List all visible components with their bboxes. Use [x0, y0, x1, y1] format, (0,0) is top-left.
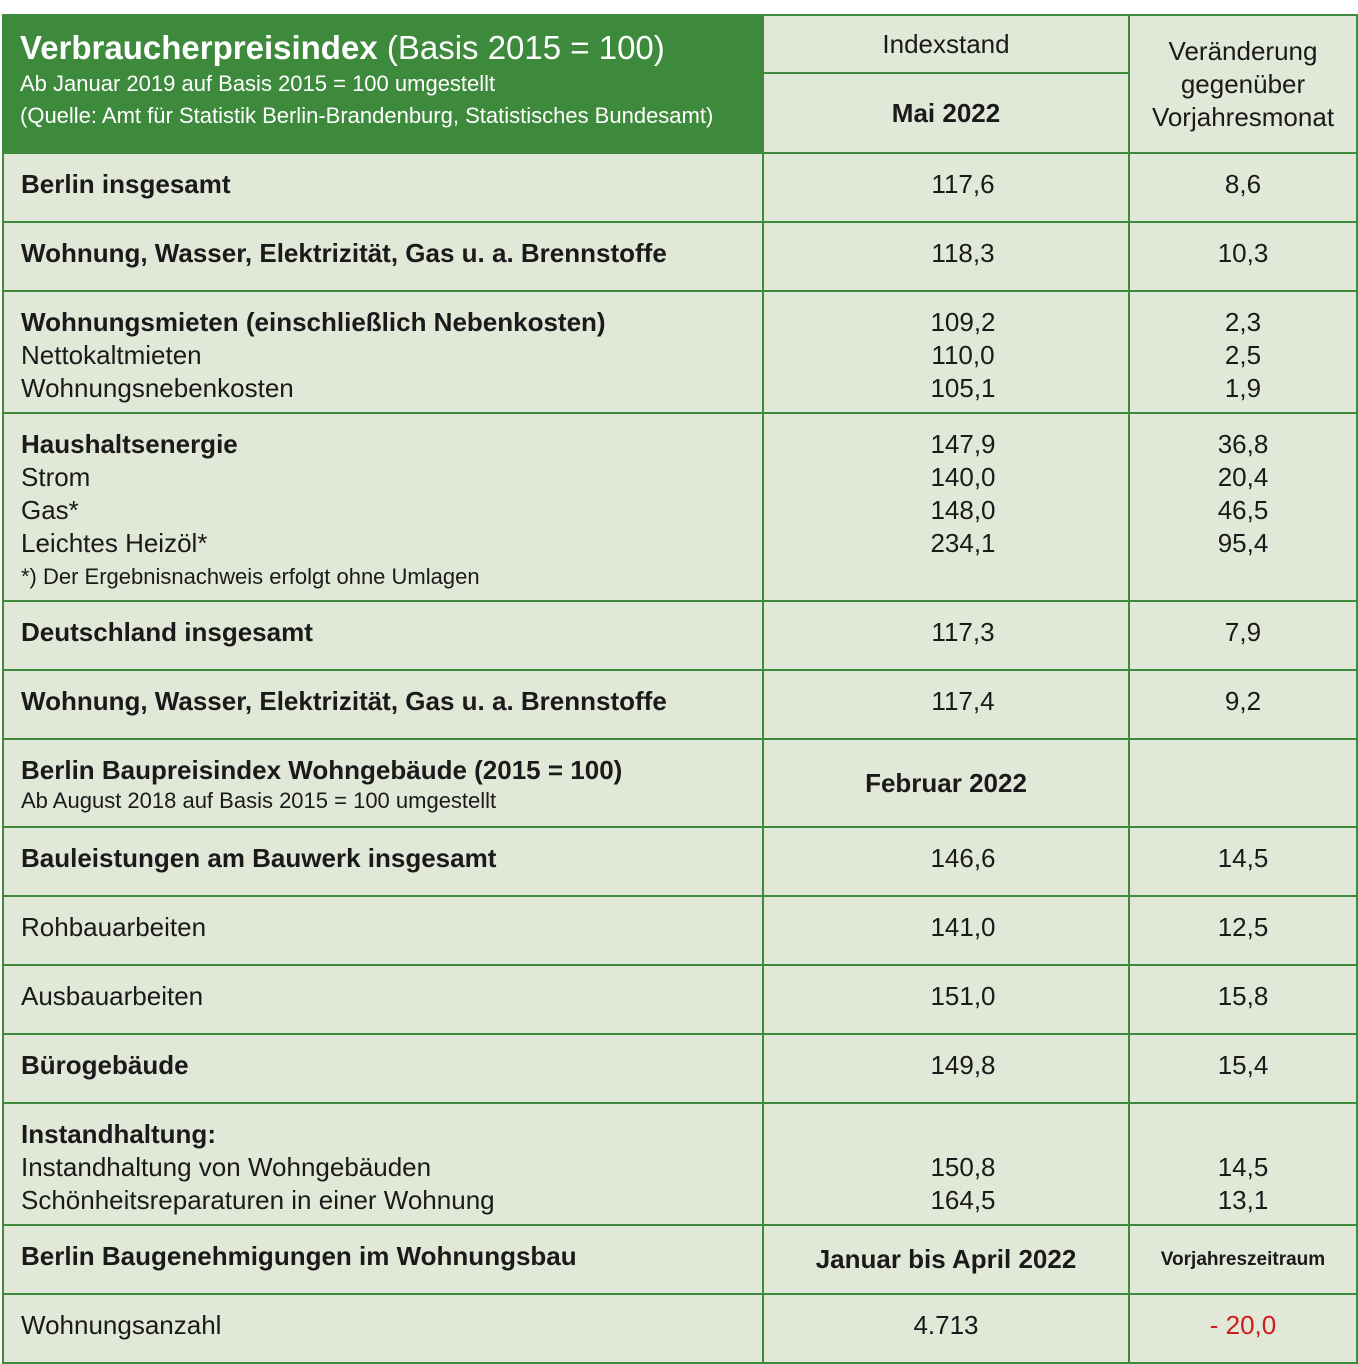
row-change-cell	[1129, 670, 1357, 739]
row-index: 109,2	[930, 307, 996, 337]
row-change: 8,6	[1224, 169, 1262, 199]
price-index-table	[2, 14, 1358, 1364]
row-change-negative: - 20,0	[1209, 1310, 1277, 1340]
row-change: 7,9	[1224, 617, 1262, 647]
row-change-cell	[1129, 153, 1357, 222]
row-value: 4.713	[913, 1310, 979, 1340]
row-label: Wohnungsanzahl	[3, 1294, 763, 1363]
row-sub-label: Gas*	[21, 495, 79, 525]
table-title-cell	[3, 15, 763, 153]
row-change-cell	[1129, 1034, 1357, 1103]
empty-cell	[1129, 739, 1357, 827]
table-row	[3, 827, 1357, 896]
column-header-index: Indexstand	[763, 15, 1129, 73]
table-row-group	[3, 413, 1357, 601]
row-index-cell	[763, 291, 1129, 413]
table-row	[3, 670, 1357, 739]
row-index: 141,0	[930, 912, 996, 942]
row-label: Haushaltsenergie	[21, 429, 238, 459]
row-index-cell	[763, 670, 1129, 739]
footnote: *) Der Ergebnisnachweis erfolgt ohne Umlagen	[21, 564, 480, 589]
change-header-line-1: Veränderung	[1168, 35, 1318, 66]
row-change-cell	[1129, 1103, 1357, 1225]
row-index-cell	[763, 601, 1129, 670]
row-change: 9,2	[1224, 686, 1262, 716]
row-index-cell	[763, 413, 1129, 601]
section-header-row	[3, 739, 1357, 827]
change-header-line-3: Vorjahresmonat	[1151, 101, 1335, 132]
row-change: 36,8	[1217, 429, 1269, 459]
row-index-cell	[763, 1103, 1129, 1225]
table-row	[3, 965, 1357, 1034]
table-subtitle-1: Ab Januar 2019 auf Basis 2015 = 100 umgestellt	[20, 71, 496, 96]
row-sub-label: Leichtes Heizöl*	[21, 528, 208, 558]
row-index-cell	[763, 965, 1129, 1034]
row-index-cell	[763, 153, 1129, 222]
row-sub-index: 150,8	[930, 1152, 996, 1182]
section-period: Februar 2022	[763, 739, 1129, 827]
row-sub-change: 95,4	[1217, 528, 1269, 558]
column-header-period: Mai 2022	[763, 73, 1129, 153]
row-change-cell	[1129, 601, 1357, 670]
table-subtitle-2: (Quelle: Amt für Statistik Berlin-Brandenburg, Statistisches Bundesamt)	[20, 103, 714, 128]
title-bold: Verbraucherpreisindex	[20, 29, 378, 66]
row-change-cell	[1129, 965, 1357, 1034]
change-header-line-2: gegenüber	[1180, 68, 1306, 99]
table-row	[3, 896, 1357, 965]
row-label: Bauleistungen am Bauwerk insgesamt	[3, 827, 763, 896]
row-change: 2,3	[1224, 307, 1262, 337]
row-index-cell	[763, 896, 1129, 965]
row-sub-index: 105,1	[930, 373, 996, 403]
row-sub-index: 148,0	[930, 495, 996, 525]
section-compare: Vorjahreszeitraum	[1129, 1225, 1357, 1294]
row-index: 117,6	[931, 169, 995, 199]
row-sub-index: 110,0	[931, 340, 995, 370]
row-label: Wohnung, Wasser, Elektrizität, Gas u. a. Brennstoffe	[3, 222, 763, 291]
row-sub-label: Schönheitsreparaturen in einer Wohnung	[21, 1185, 495, 1215]
row-label: Bürogebäude	[3, 1034, 763, 1103]
row-index: 147,9	[930, 429, 996, 459]
row-change-cell	[1129, 827, 1357, 896]
title-normal: (Basis 2015 = 100)	[377, 29, 665, 66]
table-row	[3, 222, 1357, 291]
table-row-group	[3, 1103, 1357, 1225]
row-change: 14,5	[1217, 843, 1269, 873]
row-index-cell	[763, 827, 1129, 896]
section-header-cell	[3, 739, 763, 827]
row-sub-label: Wohnungsnebenkosten	[21, 373, 294, 403]
row-change-blank	[1130, 1118, 1356, 1151]
row-index: 151,0	[930, 981, 996, 1011]
row-label: Wohnung, Wasser, Elektrizität, Gas u. a. Brennstoffe	[3, 670, 763, 739]
row-change: 10,3	[1217, 238, 1269, 268]
row-index-blank	[764, 1118, 1128, 1151]
table-header-row	[3, 15, 1357, 73]
row-label-cell	[3, 291, 763, 413]
row-label: Berlin insgesamt	[3, 153, 763, 222]
row-index: 117,3	[931, 617, 995, 647]
row-sub-index: 140,0	[930, 462, 996, 492]
section-period: Januar bis April 2022	[763, 1225, 1129, 1294]
section-subtitle: Ab August 2018 auf Basis 2015 = 100 umgestellt	[21, 788, 497, 813]
row-change: 12,5	[1217, 912, 1269, 942]
row-sub-change: 2,5	[1224, 340, 1262, 370]
section-title: Berlin Baupreisindex Wohngebäude (2015 = 100)	[21, 755, 623, 785]
table-row	[3, 1034, 1357, 1103]
row-change-cell	[1129, 291, 1357, 413]
section-header-row	[3, 1225, 1357, 1294]
row-index: 146,6	[930, 843, 996, 873]
row-change: 15,8	[1217, 981, 1269, 1011]
table-row	[3, 601, 1357, 670]
column-header-change	[1129, 15, 1357, 153]
row-change: 15,4	[1217, 1050, 1269, 1080]
row-label-cell	[3, 1103, 763, 1225]
row-sub-label: Strom	[21, 462, 91, 492]
table-row-group	[3, 291, 1357, 413]
table-title	[20, 28, 762, 68]
row-sub-index: 234,1	[930, 528, 996, 558]
row-label: Instandhaltung:	[21, 1119, 216, 1149]
price-index-table-container	[2, 14, 1356, 1364]
row-sub-label: Instandhaltung von Wohngebäuden	[21, 1152, 432, 1182]
row-index: 118,3	[931, 238, 995, 268]
row-change-cell	[1129, 413, 1357, 601]
row-index-cell	[763, 222, 1129, 291]
row-label: Wohnungsmieten (einschließlich Nebenkosten)	[21, 307, 606, 337]
row-sub-label: Nettokaltmieten	[21, 340, 202, 370]
row-label: Deutschland insgesamt	[3, 601, 763, 670]
row-index: 149,8	[930, 1050, 996, 1080]
table-row	[3, 1294, 1357, 1363]
row-change-cell	[1129, 896, 1357, 965]
section-title: Berlin Baugenehmigungen im Wohnungsbau	[3, 1225, 763, 1294]
row-sub-change: 14,5	[1217, 1152, 1269, 1182]
row-change-cell	[1129, 222, 1357, 291]
row-sub-change: 1,9	[1224, 373, 1262, 403]
row-index-cell	[763, 1294, 1129, 1363]
row-label: Ausbauarbeiten	[3, 965, 763, 1034]
row-label: Rohbauarbeiten	[3, 896, 763, 965]
row-index: 117,4	[931, 686, 995, 716]
row-change-cell	[1129, 1294, 1357, 1363]
row-index-cell	[763, 1034, 1129, 1103]
row-sub-change: 46,5	[1217, 495, 1269, 525]
row-sub-change: 13,1	[1217, 1185, 1269, 1215]
row-sub-index: 164,5	[930, 1185, 996, 1215]
row-sub-change: 20,4	[1217, 462, 1269, 492]
row-label-cell	[3, 413, 763, 601]
table-row	[3, 153, 1357, 222]
